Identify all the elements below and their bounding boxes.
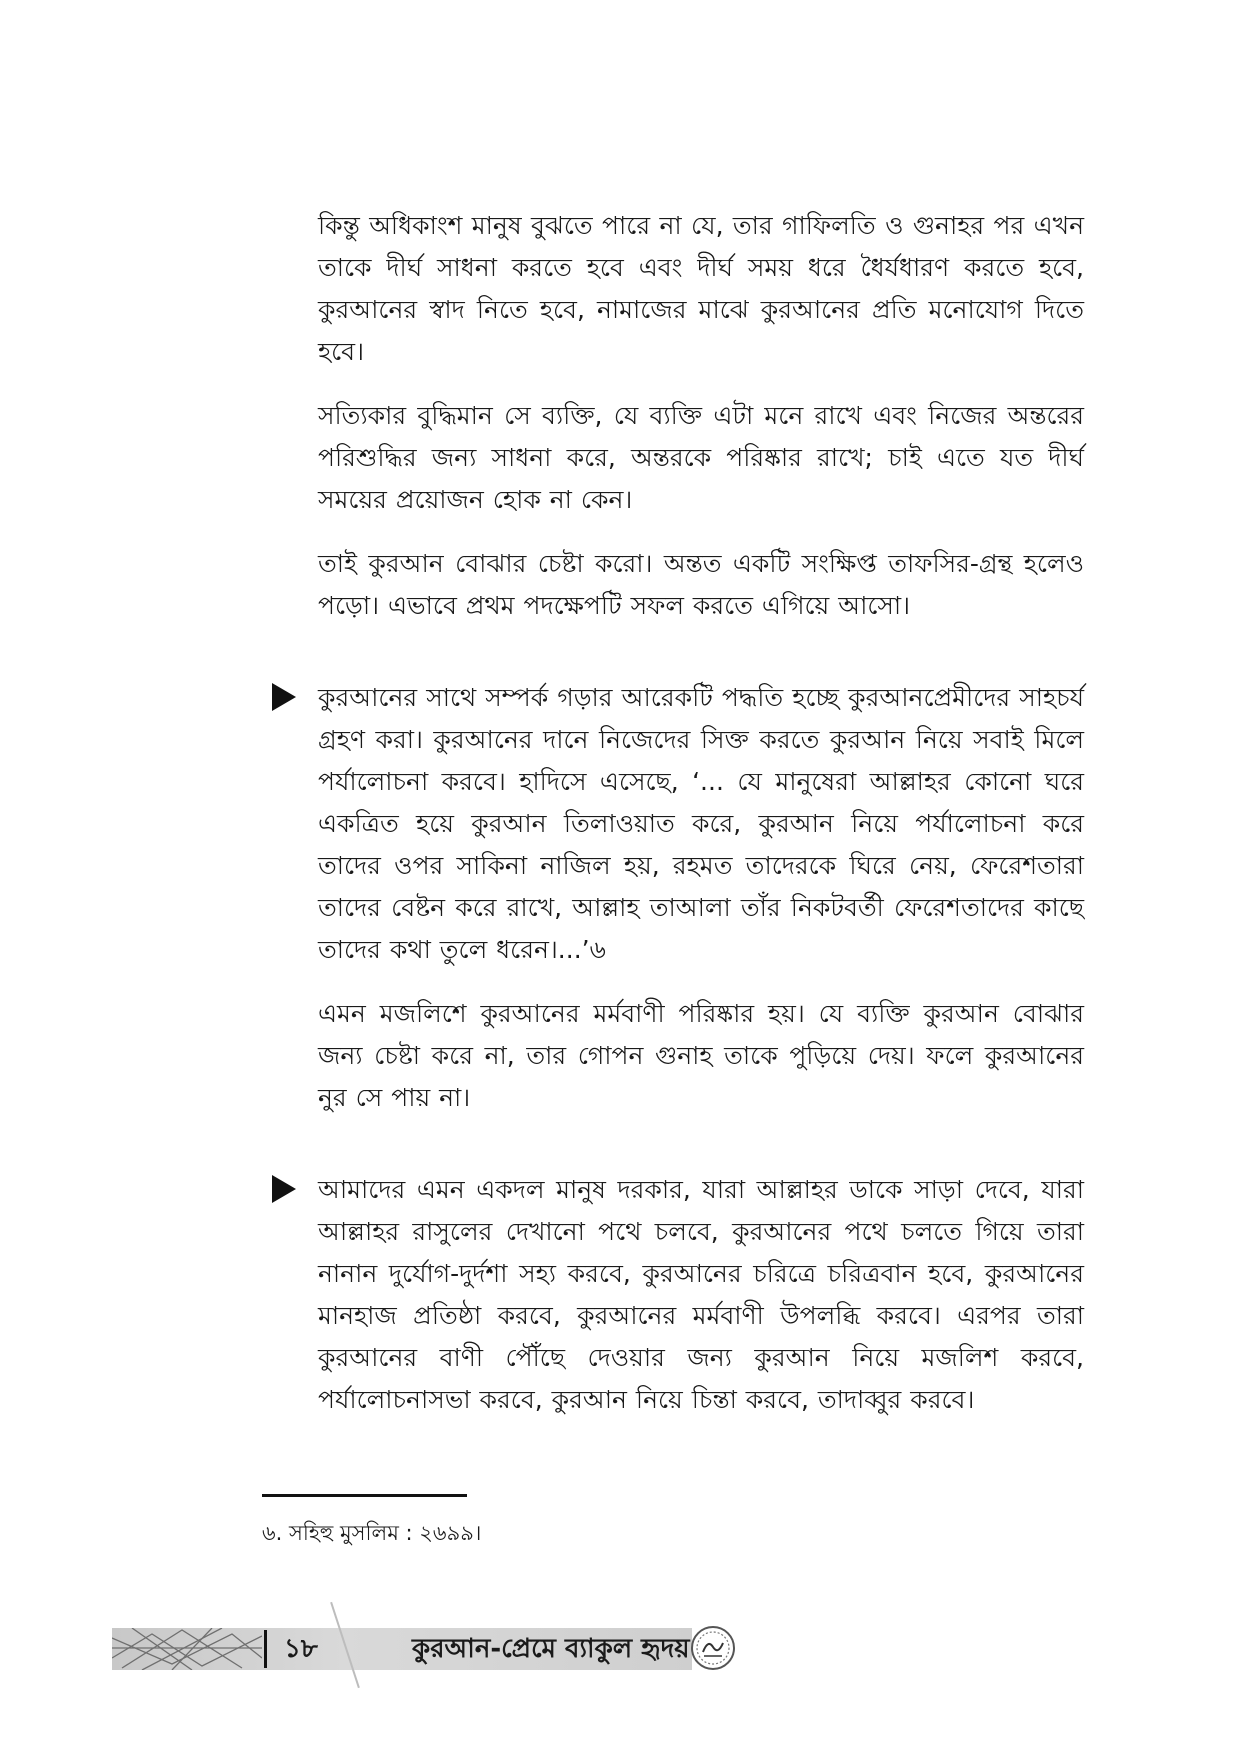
footnote: ৬. সহিহু মুসলিম : ২৬৯৯। [262,1521,482,1545]
bullet-section-1 [318,677,1084,1119]
footer-pattern-icon [112,1628,262,1670]
bullet-1-text: কুরআনের সাথে সম্পর্ক গড়ার আরেকটি পদ্ধতি হচ্ছে কুরআনপ্রেমীদের সাহচর্য গ্রহণ করা। কুরআনের দানে নিজেদের সিক্ত করতে কুরআন নিয়ে সবাই মিলে পর্যালোচনা করবে। হাদিসে এসেছে, ‘... যে মানুষেরা আল্লাহর কোনো ঘরে একত্রিত হয়ে কুরআন তিলাওয়াত করে, কুরআন নিয়ে পর্যালোচনা করে তাদের ওপর সাকিনা নাজিল হয়, রহমত তাদেরকে ঘিরে নেয়, ফেরেশতারা তাদের বেষ্টন করে রাখে, আল্লাহ তাআলা তাঁর নিকটবর্তী ফেরেশতাদের কাছে তাদের কথা তুলে ধরেন।...’৬ [318,683,1084,964]
triangle-bullet-icon [272,1175,296,1203]
page-number: ১৮ [284,1634,318,1664]
page-footer [112,1628,692,1670]
footer-divider [264,1630,267,1668]
triangle-bullet-icon [272,683,296,711]
footnote-divider [262,1494,467,1497]
paragraph-1: কিন্তু অধিকাংশ মানুষ বুঝতে পারে না যে, তার গাফিলতি ও গুনাহর পর এখন তাকে দীর্ঘ সাধনা করতে হবে এবং দীর্ঘ সময় ধরে ধৈর্যধারণ করতে হবে, কুরআনের স্বাদ নিতে হবে, নামাজের মাঝে কুরআনের প্রতি মনোযোগ দিতে হবে। [318,211,1084,366]
quran-emblem-icon [690,1625,736,1671]
bullet-2-text: আমাদের এমন একদল মানুষ দরকার, যারা আল্লাহর ডাকে সাড়া দেবে, যারা আল্লাহর রাসুলের দেখানো পথে চলবে, কুরআনের পথে চলতে গিয়ে তারা নানান দুর্যোগ-দুর্দশা সহ্য করবে, কুরআনের চরিত্রে চরিত্রবান হবে, কুরআনের মানহাজ প্রতিষ্ঠা করবে, কুরআনের মর্মবাণী উপলব্ধি করবে। এরপর তারা কুরআনের বাণী পৌঁছে দেওয়ার জন্য কুরআন নিয়ে মজলিশ করবে, পর্যালোচনাসভা করবে, কুরআন নিয়ে চিন্তা করবে, তাদাব্বুর করবে। [318,1175,1084,1414]
page-body [318,205,1084,1443]
bullet-section-2 [318,1169,1084,1421]
footer-slash [330,1602,360,1688]
paragraph-3: তাই কুরআন বোঝার চেষ্টা করো। অন্তত একটি সংক্ষিপ্ত তাফসির-গ্রন্থ হলেও পড়ো। এভাবে প্রথম পদক্ষেপটি সফল করতে এগিয়ে আসো। [318,549,1084,620]
book-title: কুরআন-প্রেমে ব্যাকুল হৃদয় [412,1634,690,1664]
bullet-1-follow-text: এমন মজলিশে কুরআনের মর্মবাণী পরিষ্কার হয়। যে ব্যক্তি কুরআন বোঝার জন্য চেষ্টা করে না, তার গোপন গুনাহ তাকে পুড়িয়ে দেয়। ফলে কুরআনের নুর সে পায় না। [318,999,1084,1112]
paragraph-2: সত্যিকার বুদ্ধিমান সে ব্যক্তি, যে ব্যক্তি এটা মনে রাখে এবং নিজের অন্তরের পরিশুদ্ধির জন্য সাধনা করে, অন্তরকে পরিষ্কার রাখে; চাই এতে যত দীর্ঘ সময়ের প্রয়োজন হোক না কেন। [318,401,1084,514]
